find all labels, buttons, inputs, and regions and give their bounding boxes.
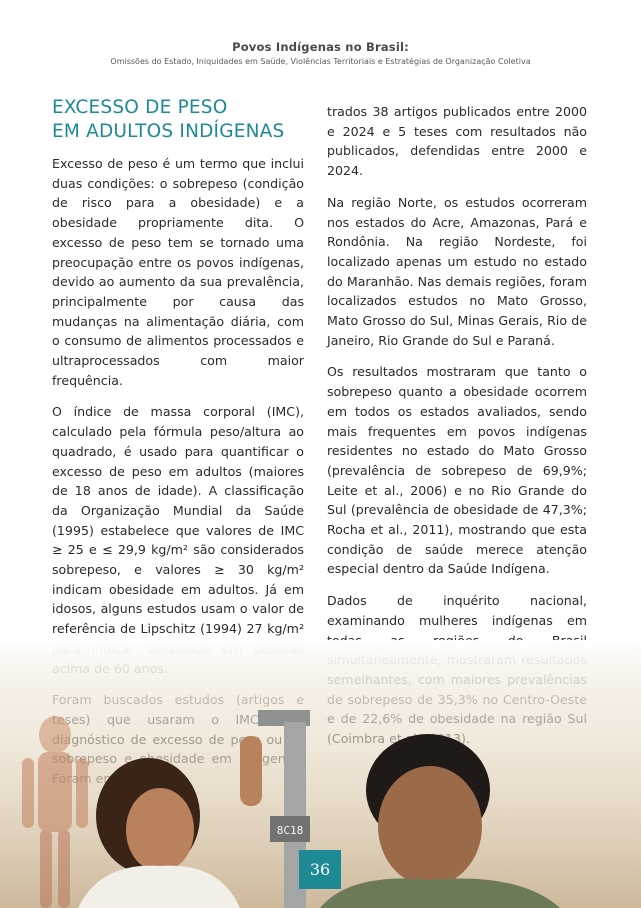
scale-reading: 8C18 xyxy=(276,824,304,837)
section-title xyxy=(52,96,304,144)
paragraph: O índice de massa corporal (IMC), calculado pela fórmula peso/altura ao quadrado, é usado para quantificar o excesso de peso em adultos (maiores de 18 anos de idade). A classificação da Organização Mundial da Saúde (1995) estabelece que valores de IMC ≥ 25 e ≤ 29,9 kg/m² são considerados sobrepeso, e valores ≥ 30 kg/m² indicam obesidade em adultos. Já em idosos, alguns estudos usam o valor de referência de Lipschitz (1994) 27 kg/m² xyxy=(52,404,304,637)
paragraph: Excesso de peso é um termo que inclui duas condições: o sobrepeso (condição de risco para a obesidade) e a obesidade propriamente dita. O excesso de peso tem se tornado uma preocupação entre os povos indígenas, devido ao aumento da sua prevalência, principalmente por causa das mudanças na alimentação diária, com o consumo de alimentos processados e ultraprocessados com maior frequência. xyxy=(52,156,304,388)
section-title-line-1: EXCESSO DE PESO xyxy=(52,97,228,118)
section-title-line-2: EM ADULTOS INDÍGENAS xyxy=(52,121,285,142)
header-title: Povos Indígenas no Brasil: xyxy=(232,40,409,54)
paragraph: Na região Norte, os estudos ocorreram nos estados do Acre, Amazonas, Pará e Rondônia. Na região Nordeste, foi localizado apenas um estudo no estado do Maranhão. Nas demais regiões, foram localizados estudos no Mato Grosso, Mato Grosso do Sul, Minas Gerais, Rio de Janeiro, Rio Grande do Sul e Paraná. xyxy=(327,194,587,348)
paragraph: trados 38 artigos publicados entre 2000 e 2024 e 5 teses com resultados não publicados, defendidas entre 2000 e 2024. xyxy=(327,104,587,179)
paragraph: Dados de inquérito nacional, examinando mulheres indígenas em xyxy=(327,593,587,628)
running-header xyxy=(0,40,641,66)
header-subtitle: Omissões do Estado, Iniquidades em Saúde, Violências Territoriais e Estratégias de Organização Coletiva xyxy=(110,57,531,66)
page-number: 36 xyxy=(299,850,341,889)
paragraph: Os resultados mostraram que tanto o sobrepeso quanto a obesidade ocorrem em todos os estados avaliados, sendo mais frequentes em povos indígenas residentes no estado do Mato Grosso (prevalência de sobrepeso de 69,9%; Leite et al., 2006) e no Rio Grande do Sul (prevalência de obesidade de 47,3%; Rocha et al., 2011), mostrando que esta condição de saúde merece atenção especial dentro da Saúde Indígena. xyxy=(327,364,587,577)
